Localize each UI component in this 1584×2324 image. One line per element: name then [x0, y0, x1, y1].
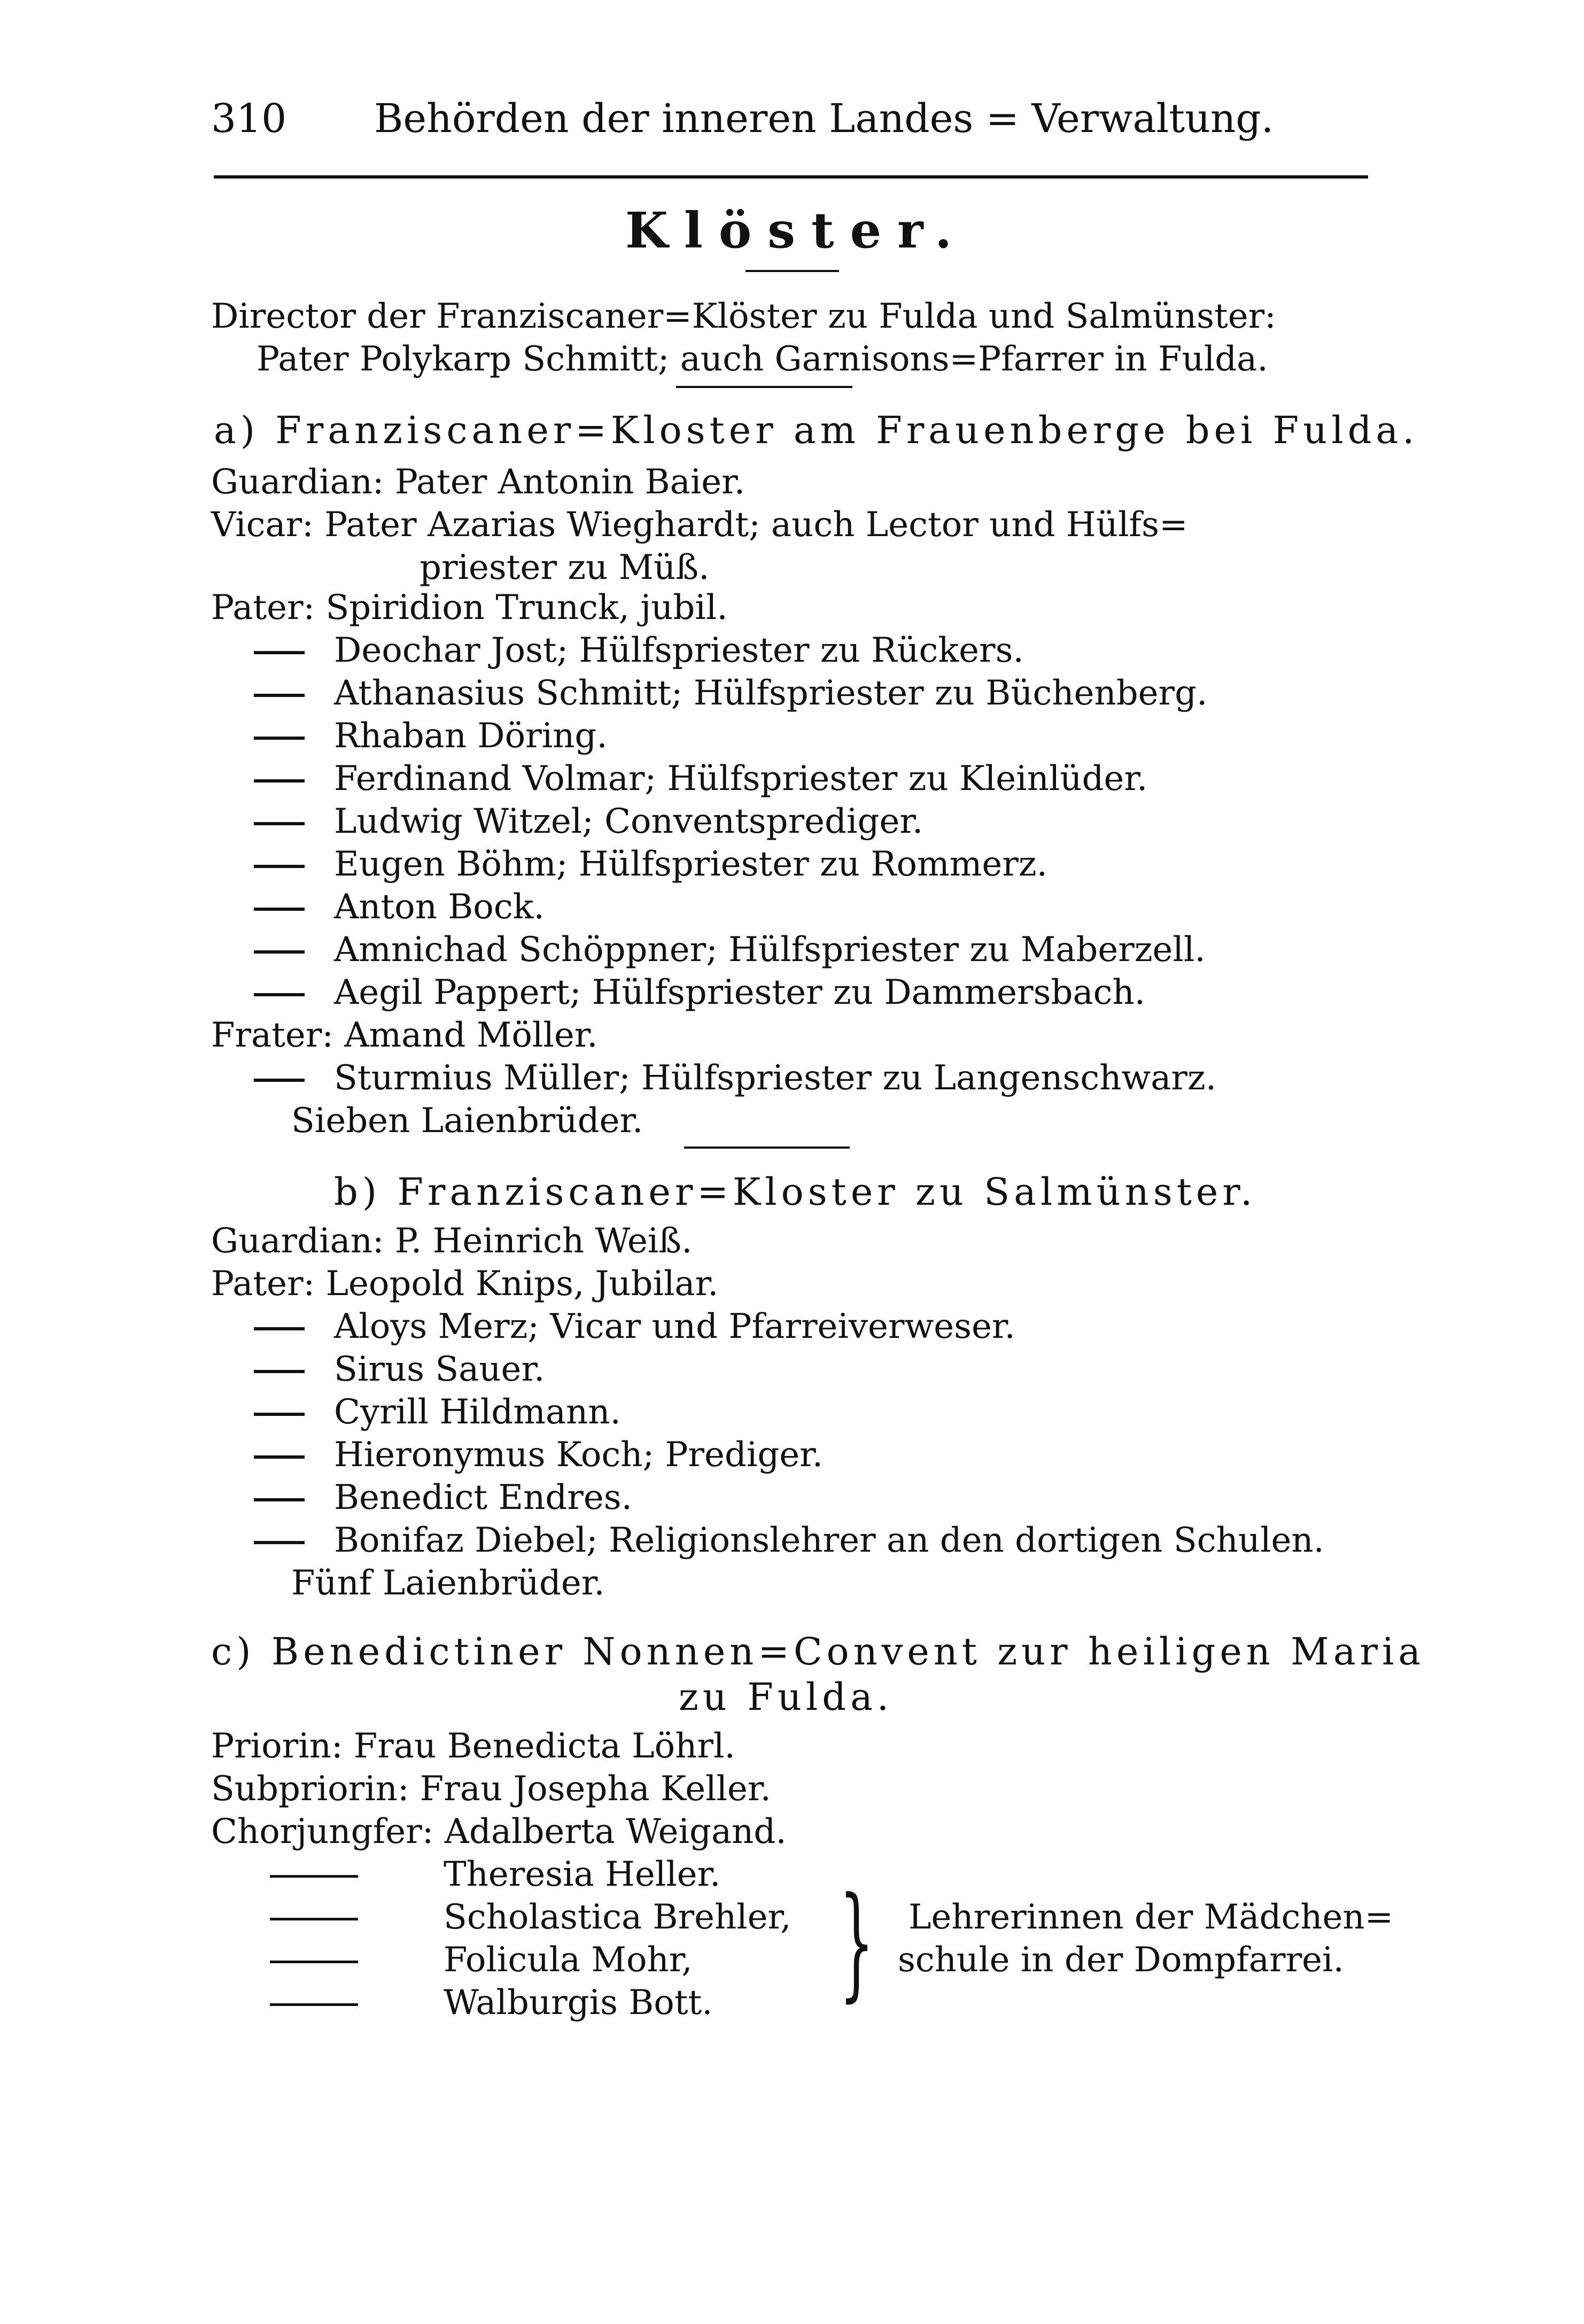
- director-line-1: Director der Franziscaner=Klöster zu Fulda und Salmünster:: [211, 297, 1276, 336]
- section-a-lay-brothers: Sieben Laienbrüder.: [291, 1101, 643, 1141]
- section-c-sister-row: Theresia Heller.: [444, 1855, 721, 1894]
- title-rule: [746, 270, 839, 272]
- section-c-sister-row: Walburgis Bott.: [444, 1983, 713, 2023]
- section-a-pater-row: Anton Bock.: [334, 887, 545, 927]
- ditto-dash: [254, 1370, 305, 1373]
- page-title: Klöster.: [625, 202, 968, 259]
- section-c-priorin: Priorin: Frau Benedicta Löhrl.: [211, 1726, 735, 1766]
- ditto-dash: [254, 1498, 305, 1501]
- section-c-sister-row: Scholastica Brehler,: [444, 1897, 791, 1937]
- ditto-dash: [254, 651, 305, 654]
- ditto-dash: [254, 908, 305, 911]
- ditto-dash: [254, 1327, 305, 1330]
- section-b-guardian: Guardian: P. Heinrich Weiß.: [211, 1221, 693, 1261]
- ditto-long-dash: [270, 2003, 358, 2006]
- section-a-pater-row: Ferdinand Volmar; Hülfspriester zu Kleinlüder.: [334, 759, 1148, 799]
- section-a-pater-row: Rhaban Döring.: [334, 716, 608, 756]
- right-brace-glyph: }: [839, 1871, 874, 2014]
- section-b-heading: b) Franziscaner=Kloster zu Salmünster.: [334, 1170, 1257, 1214]
- section-c-brace-note-line-2: schule in der Dompfarrei.: [898, 1940, 1344, 1980]
- section-c-sister-row: Folicula Mohr,: [444, 1940, 693, 1980]
- section-a-pater-row: Aegil Pappert; Hülfspriester zu Dammersbach.: [334, 973, 1145, 1012]
- section-c-heading-line-2: zu Fulda.: [679, 1675, 894, 1719]
- page-number: 310: [211, 96, 287, 142]
- section-c-subpriorin: Subpriorin: Frau Josepha Keller.: [211, 1769, 771, 1809]
- ditto-dash: [254, 779, 305, 783]
- section-b-pater-first: Pater: Leopold Knips, Jubilar.: [211, 1264, 719, 1304]
- section-c-brace-note-line-1: Lehrerinnen der Mädchen=: [909, 1897, 1394, 1937]
- section-a-pater-row: Ludwig Witzel; Conventsprediger.: [334, 802, 923, 841]
- ditto-dash: [254, 950, 305, 954]
- ditto-long-dash: [270, 1918, 358, 1920]
- section-c-chorjungfer: Chorjungfer: Adalberta Weigand.: [211, 1812, 787, 1852]
- section-divider: [684, 1146, 850, 1149]
- ditto-dash: [254, 1455, 305, 1459]
- section-a-vicar-line-2: priester zu Müß.: [420, 548, 710, 587]
- section-a-pater-row: Amnichad Schöppner; Hülfspriester zu Maberzell.: [334, 930, 1206, 970]
- running-title: Behörden der inneren Landes = Verwaltung.: [374, 96, 1274, 142]
- section-divider: [676, 386, 852, 388]
- section-a-pater-first: Pater: Spiridion Trunck, jubil.: [211, 588, 728, 628]
- ditto-dash: [254, 1079, 305, 1082]
- ditto-long-dash: [270, 1961, 358, 1963]
- section-a-frater-first: Frater: Amand Möller.: [211, 1016, 598, 1055]
- ditto-dash: [254, 822, 305, 825]
- section-c-heading-line-1: c) Benedictiner Nonnen=Convent zur heiligen Maria: [211, 1630, 1425, 1674]
- section-b-pater-row: Cyrill Hildmann.: [334, 1392, 621, 1432]
- section-a-pater-row: Athanasius Schmitt; Hülfspriester zu Büchenberg.: [334, 673, 1208, 713]
- section-a-pater-row: Eugen Böhm; Hülfspriester zu Rommerz.: [334, 845, 1047, 884]
- section-b-lay-brothers: Fünf Laienbrüder.: [291, 1563, 605, 1603]
- section-b-pater-row: Bonifaz Diebel; Religionslehrer an den dortigen Schulen.: [334, 1521, 1324, 1560]
- section-a-guardian: Guardian: Pater Antonin Baier.: [211, 462, 746, 502]
- section-a-pater-row: Deochar Jost; Hülfspriester zu Rückers.: [334, 631, 1024, 670]
- section-b-pater-row: Hieronymus Koch; Prediger.: [334, 1435, 824, 1475]
- ditto-dash: [254, 694, 305, 697]
- ditto-dash: [254, 737, 305, 740]
- section-a-heading: a) Franziscaner=Kloster am Frauenberge bei Fulda.: [214, 408, 1419, 452]
- ditto-dash: [254, 1541, 305, 1544]
- ditto-long-dash: [270, 1875, 358, 1878]
- ditto-dash: [254, 993, 305, 996]
- section-b-pater-row: Aloys Merz; Vicar und Pfarreiverweser.: [334, 1307, 1015, 1346]
- director-line-2: Pater Polykarp Schmitt; auch Garnisons=Pfarrer in Fulda.: [257, 339, 1268, 379]
- section-a-vicar-line-1: Vicar: Pater Azarias Wieghardt; auch Lector und Hülfs=: [211, 505, 1188, 545]
- section-b-pater-row: Sirus Sauer.: [334, 1350, 545, 1389]
- ditto-dash: [254, 865, 305, 868]
- section-b-pater-row: Benedict Endres.: [334, 1478, 632, 1517]
- header-rule: [214, 175, 1368, 179]
- ditto-dash: [254, 1413, 305, 1416]
- section-a-frater-row: Sturmius Müller; Hülfspriester zu Langenschwarz.: [334, 1058, 1217, 1098]
